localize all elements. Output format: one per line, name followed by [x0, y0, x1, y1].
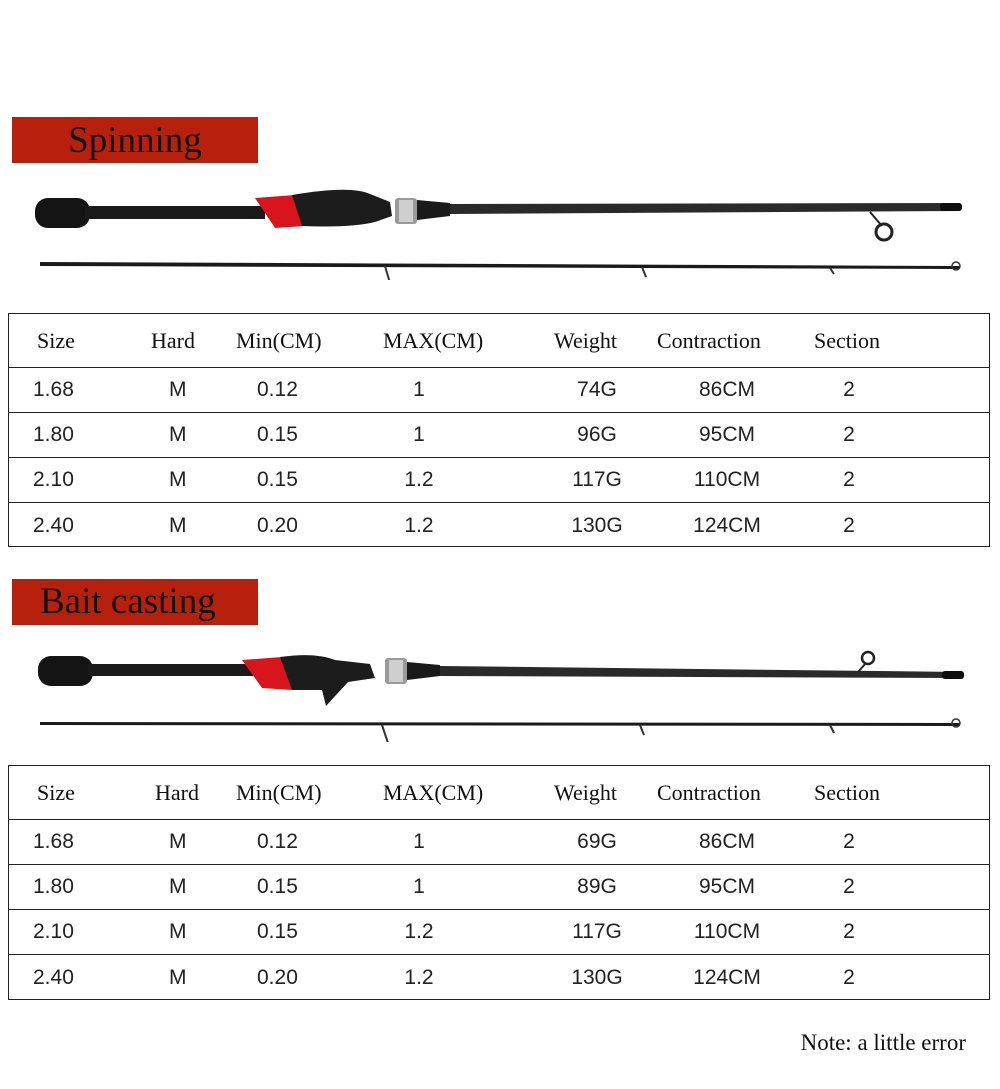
cell-section: 2	[843, 513, 855, 537]
header-max: MAX(CM)	[383, 779, 484, 805]
cell-hard: M	[169, 468, 187, 491]
baitcasting-spec-table	[8, 765, 990, 1000]
table-header-row	[9, 314, 989, 368]
cell-contraction: 124CM	[693, 513, 761, 537]
cell-max: 1.2	[404, 965, 434, 989]
table-row	[9, 503, 989, 548]
cell-section: 2	[843, 423, 855, 446]
cell-contraction: 86CM	[698, 830, 756, 853]
header-size: Size	[37, 327, 75, 353]
cell-contraction: 124CM	[693, 965, 761, 989]
cell-min: 0.20	[257, 965, 298, 989]
cell-min: 0.15	[257, 920, 298, 943]
cell-weight: 89G	[577, 875, 617, 898]
cell-size: 1.80	[33, 423, 74, 446]
table-row	[9, 955, 989, 1000]
cell-section: 2	[843, 920, 855, 943]
cell-weight: 69G	[577, 830, 617, 853]
header-max: MAX(CM)	[383, 327, 484, 353]
spinning-title: Spinning	[68, 120, 202, 161]
cell-min: 0.12	[257, 378, 298, 401]
table-row	[9, 865, 989, 910]
table-row	[9, 458, 989, 503]
cell-weight: 96G	[577, 423, 617, 446]
cell-min: 0.12	[257, 830, 298, 853]
header-size: Size	[37, 779, 75, 805]
cell-max: 1.2	[404, 920, 434, 943]
baitcasting-title-banner	[12, 579, 258, 625]
cell-hard: M	[169, 920, 187, 943]
cell-section: 2	[843, 965, 855, 989]
cell-size: 1.80	[33, 875, 74, 898]
header-hard: Hard	[155, 779, 199, 805]
cell-contraction: 110CM	[693, 920, 761, 943]
spinning-title-banner	[12, 117, 258, 163]
cell-size: 1.68	[33, 378, 74, 401]
cell-hard: M	[169, 875, 187, 898]
table-header-row	[9, 766, 989, 820]
cell-max: 1.2	[404, 468, 434, 491]
table-row	[9, 820, 989, 865]
cell-contraction: 95CM	[698, 875, 756, 898]
header-weight: Weight	[554, 327, 617, 353]
cell-section: 2	[843, 875, 855, 898]
cell-min: 0.20	[257, 513, 298, 537]
cell-size: 2.10	[33, 920, 74, 943]
header-min: Min(CM)	[236, 327, 322, 353]
cell-size: 2.10	[33, 468, 74, 491]
cell-weight: 117G	[572, 468, 622, 491]
header-min: Min(CM)	[236, 779, 322, 805]
cell-hard: M	[169, 513, 187, 537]
footnote: Note: a little error	[800, 1030, 966, 1055]
cell-max: 1	[413, 423, 425, 446]
cell-hard: M	[169, 378, 187, 401]
cell-max: 1.2	[404, 513, 434, 537]
header-section: Section	[814, 779, 880, 805]
cell-contraction: 95CM	[698, 423, 756, 446]
header-contraction: Contraction	[657, 779, 761, 805]
header-weight: Weight	[554, 779, 617, 805]
spinning-rod-image	[30, 170, 970, 280]
cell-size: 2.40	[33, 513, 74, 537]
cell-section: 2	[843, 830, 855, 853]
cell-contraction: 110CM	[693, 468, 761, 491]
cell-min: 0.15	[257, 875, 298, 898]
baitcasting-rod-image	[30, 632, 970, 742]
header-contraction: Contraction	[657, 327, 761, 353]
header-section: Section	[814, 327, 880, 353]
cell-weight: 130G	[571, 965, 623, 989]
cell-max: 1	[413, 830, 425, 853]
cell-hard: M	[169, 965, 187, 989]
header-hard: Hard	[151, 327, 195, 353]
table-row	[9, 368, 989, 413]
cell-max: 1	[413, 875, 425, 898]
cell-section: 2	[843, 468, 855, 491]
cell-contraction: 86CM	[698, 378, 756, 401]
cell-size: 2.40	[33, 965, 74, 989]
cell-section: 2	[843, 378, 855, 401]
cell-weight: 117G	[572, 920, 622, 943]
table-row	[9, 413, 989, 458]
baitcasting-title: Bait casting	[40, 581, 216, 622]
cell-weight: 74G	[577, 378, 617, 401]
cell-size: 1.68	[33, 830, 74, 853]
cell-hard: M	[169, 830, 187, 853]
spinning-spec-table	[8, 313, 990, 547]
cell-min: 0.15	[257, 468, 298, 491]
cell-weight: 130G	[571, 513, 623, 537]
cell-min: 0.15	[257, 423, 298, 446]
cell-max: 1	[413, 378, 425, 401]
cell-hard: M	[169, 423, 187, 446]
table-row	[9, 910, 989, 955]
